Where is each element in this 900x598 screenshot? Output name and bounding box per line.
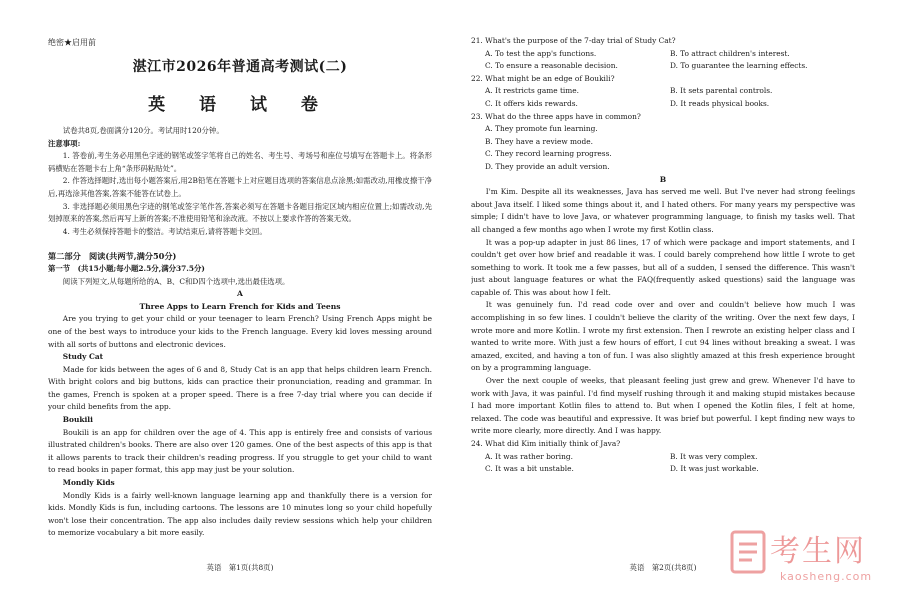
passage-intro: Are you trying to get your child or your teenager to learn French? Using French Apps might be one of the best ways to introduce your kids to the French language. Every kid loves messing around with all sorts of buttons and electronic devices.: [48, 314, 432, 349]
app-name: Mondly Kids: [62, 478, 115, 488]
page-footer: 英语 第2页(共8页): [629, 563, 697, 572]
option: D. They provide an adult version.: [485, 161, 610, 171]
option: D. It was just workable.: [670, 464, 759, 474]
question-stem: 21. What's the purpose of the 7-day trial of Study Cat?: [471, 36, 676, 45]
right-page: [471, 0, 855, 598]
question-options: [471, 48, 855, 73]
option: C. It offers kids rewards.: [485, 98, 578, 108]
note-item: 1. 答卷前,考生务必用黑色字迹的钢笔或签字笔将自己的姓名、考生号、考场号和座位号填写在答题卡上。将条形码横贴在答题卡右上角“条形码粘贴处”。: [48, 151, 432, 173]
watermark-text: 考生网: [770, 534, 866, 569]
app-description: Made for kids between the ages of 6 and 8, Study Cat is an app that helps children learn French. With bright colors and big buttons, kids can practice their pronunciation, reading and grammar. In the games, French is spoken at a proper speed. There is a free 7-day trial where you can decide if your child benefits from the app.: [48, 364, 432, 412]
part-heading: 第二部分 阅读(共两节,满分50分): [48, 251, 177, 262]
left-page: [48, 0, 432, 598]
notes-heading: 注意事项:: [48, 138, 81, 148]
watermark-logo-icon: [728, 530, 768, 574]
option: A. They promote fun learning.: [485, 124, 598, 134]
passage-paragraph: Over the next couple of weeks, that pleasant feeling just grew and grew. Whenever I'd have to work with Java, it was painful. I'd find myself rushing through it and making stupid mistakes because I had more important Kotlin files to attend to. But when I opened the Kotlin files, I felt at home, relaxed. The code was beautiful and expressive. It was brief but powerful. I kept finding new ways to write more clearly, more directly. And I was happy.: [471, 376, 855, 436]
passage-title: Three Apps to Learn French for Kids and Teens: [139, 301, 341, 311]
subject-title: 英 语 试 卷: [148, 95, 332, 115]
passage-paragraph: It was a pop-up adapter in just 86 lines, 17 of which were package and import statements, and I couldn't get over how brief and readable it was. I could barely comprehend how little I wrote to get something to work. It took me a few passes, but all of a sudden, I sensed the difference. This wasn't just about language features or what the FAQ(frequently asked questions) said the language was capable of. This was about how I felt.: [471, 237, 855, 297]
watermark-url: kaosheng.com: [780, 570, 873, 583]
question-stem: 24. What did Kim initially think of Java?: [471, 439, 621, 448]
option: C. It was a bit unstable.: [485, 464, 574, 474]
exam-intro: 试卷共8页,卷面满分120分。考试用时120分钟。: [62, 126, 224, 135]
passage-label: A: [237, 289, 243, 299]
option: B. It sets parental controls.: [670, 86, 773, 96]
app-description: Boukili is an app for children over the age of 4. This app is entirely free and consists of various illustrated children's books. There are also over 120 games. One of the best aspects of this app is that it allows parents to track their children's reading progress. If you struggle to get your child to want to read books in paper format, this app may just be your solution.: [48, 427, 432, 475]
passage-paragraph: It was genuinely fun. I'd read code over and over and couldn't believe how much I was accomplishing in so few lines. I couldn't believe the clarity of the writing. Over the next few days, I wrote more and more Kotlin. I wrote my first extension. Then I rewrote an existing helper class and I wanted to write more. With just a few hours of effort, I cut 94 lines without breaking a sweat. I was amazed, excited, and having a ton of fun. I was also slightly amazed at this fresh experience brought on by a programming language.: [471, 300, 855, 373]
question-options: [471, 123, 855, 173]
option: C. They record learning progress.: [485, 149, 612, 159]
option: A. It was rather boring.: [485, 451, 573, 461]
option: D. It reads physical books.: [670, 98, 770, 108]
section-heading: 第一节 (共15小题;每小题2.5分,满分37.5分): [48, 263, 205, 273]
question-stem: 23. What do the three apps have in common?: [471, 111, 641, 121]
option: A. To test the app's functions.: [485, 48, 597, 58]
app-description: Mondly Kids is a fairly well-known language learning app and thankfully there is a version for kids. Mondly Kids is fun, including cartoons. The lessons are 10 minutes long so your child hopefully won't lose their concentration. The app also includes daily review sessions which help your children to memorize vocabulary a bit more easily.: [48, 490, 432, 538]
app-name: Study Cat: [62, 352, 104, 362]
option: B. It was very complex.: [670, 451, 758, 461]
notes-list: [48, 150, 432, 238]
instruction: 阅读下列短文,从每题所给的A、B、C和D四个选项中,选出最佳选项。: [62, 276, 290, 286]
option: B. To attract children's interest.: [670, 48, 790, 58]
exam-title: 湛江市2026年普通高考测试(二): [132, 59, 348, 75]
app-name: Boukili: [62, 415, 93, 425]
question-stem: 22. What might be an edge of Boukili?: [471, 73, 615, 83]
note-item: 4. 考生必须保持答题卡的整洁。考试结束后,请将答题卡交回。: [62, 226, 267, 236]
option: A. It restricts game time.: [485, 86, 580, 96]
passage-label: B: [659, 174, 667, 184]
option: C. To ensure a reasonable decision.: [485, 61, 618, 71]
confidential-mark: 绝密★启用前: [48, 38, 96, 47]
note-item: 2. 作答选择题时,选出每小题答案后,用2B铅笔在答题卡上对应题目选项的答案信息点涂黑;如需改动,用橡皮擦干净后,再选涂其他答案,答案不能答在试卷上。: [48, 176, 432, 198]
page-footer: 英语 第1页(共8页): [206, 563, 274, 572]
passage-paragraph: I'm Kim. Despite all its weaknesses, Java has served me well. But I've never had strong feelings about Java itself. I liked some things about it, and I hated others. For many years my perspective was simple; I didn't have to love Java, or whatever programming language, to finish my tasks well. That all changed a few months ago when I wrote my first Kotlin class.: [471, 187, 855, 234]
watermark-logo: [728, 522, 888, 592]
question-options: [471, 85, 855, 110]
question-options: [471, 451, 855, 476]
option: D. To guarantee the learning effects.: [670, 61, 808, 71]
option: B. They have a review mode.: [485, 136, 593, 146]
note-item: 3. 非选择题必须用黑色字迹的钢笔或签字笔作答,答案必须写在答题卡各题目指定区域内相应位置上;如需改动,先划掉原来的答案,然后再写上新的答案;不准使用铅笔和涂改液。不按以上要求作答的答案无效。: [48, 201, 432, 224]
